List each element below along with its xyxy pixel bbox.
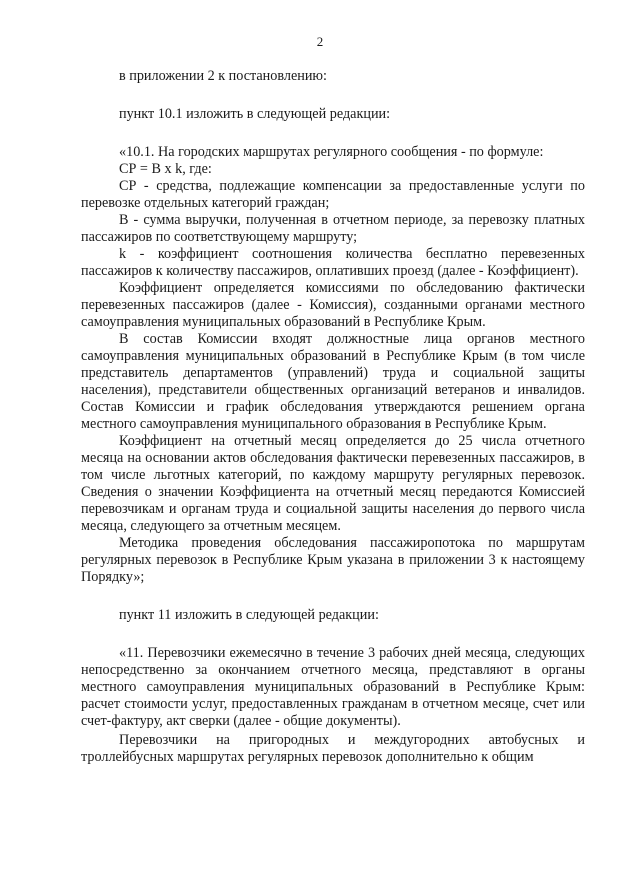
paragraph-definition-b: В - сумма выручки, полученная в отчетном периоде, за перевозку платных пассажиров по соответствующему маршруту; [81,212,585,245]
paragraph-formula: СР = В x k, где: [119,161,212,177]
paragraph-coefficient-monthly: Коэффициент на отчетный месяц определяется до 25 числа отчетного месяца на основании актов обследования фактически перевезенных пассажиров, в том числе льготных категорий, по каждому маршруту регулярных перевозок. Сведения о значении Коэффициента на отчетный месяц передаются Комиссией перевозчикам и органам труда и социальной защиты населения до первого числа месяца, следующего за отчетным месяцем. [81,433,585,534]
document-body [81,68,585,766]
paragraph-item-11-heading: пункт 11 изложить в следующей редакции: [119,607,379,623]
paragraph-10-1-formula-intro: «10.1. На городских маршрутах регулярного сообщения - по формуле: [119,144,544,160]
paragraph-methodology: Методика проведения обследования пассажиропотока по маршрутам регулярных перевозок в Республике Крым указана в приложении 3 к настоящему Порядку»; [81,535,585,585]
paragraph-carriers-additional: Перевозчики на пригородных и междугородних автобусных и троллейбусных маршрутах регулярных перевозок дополнительно к общим [81,732,585,765]
paragraph-item-11-text: «11. Перевозчики ежемесячно в течение 3 рабочих дней месяца, следующих непосредственно за окончанием отчетного месяца, представляют в органы местного самоуправления муниципальных образований в Республике Крым: расчет стоимости услуг, предоставленных гражданам в отчетном месяце, счет или счет-фактуру, акт сверки (далее - общие документы). [81,645,585,729]
paragraph-item-10-1-heading: пункт 10.1 изложить в следующей редакции: [119,106,391,122]
page-number: 2 [316,34,324,49]
paragraph-definition-k: k - коэффициент соотношения количества бесплатно перевезенных пассажиров к количеству пассажиров, оплативших проезд (далее - Коэффициент). [81,246,585,279]
paragraph-definition-cp: СР - средства, подлежащие компенсации за предоставленные услуги по перевозке отдельных категорий граждан; [81,178,585,211]
paragraph-intro: в приложении 2 к постановлению: [119,68,327,84]
paragraph-commission-members: В состав Комиссии входят должностные лица органов местного самоуправления муниципальных образований в Республике Крым (в том числе представитель департаментов (управлений) труда и социальной защиты населения), представители общественных организаций ветеранов и инвалидов. Состав Комиссии и график обследования утверждаются решением органа местного самоуправления муниципального образования в Республике Крым. [81,331,585,432]
paragraph-coefficient-commission: Коэффициент определяется комиссиями по обследованию фактически перевезенных пассажиров (далее - Комиссия), созданными органами местного самоуправления муниципальных образований в Республике Крым. [81,280,585,330]
